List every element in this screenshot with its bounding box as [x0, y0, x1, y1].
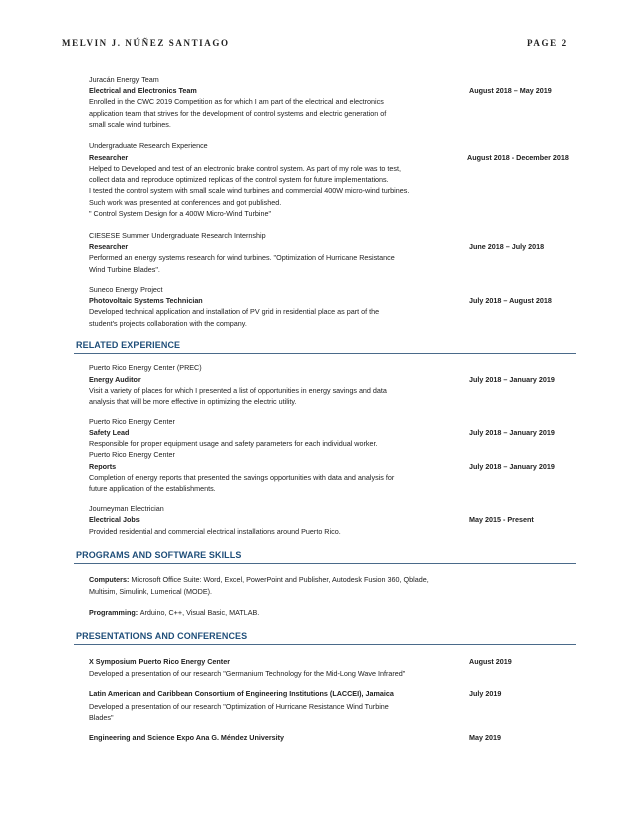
- entry-desc-line: student's projects collaboration with the company.: [89, 319, 247, 328]
- entry-desc-line: Such work was presented at conferences and got published.: [89, 198, 282, 207]
- entry-org: Journeyman Electrician: [89, 504, 164, 513]
- entry-org: Suneco Energy Project: [89, 285, 163, 294]
- entry-org: Puerto Rico Energy Center (PREC): [89, 363, 202, 372]
- section-divider: [74, 353, 576, 354]
- entry-desc-line: future application of the establishments.: [89, 484, 216, 493]
- entry-desc-line: Visit a variety of places for which I presented a list of opportunities in energy savings and data: [89, 386, 387, 395]
- entry-desc-line: Provided residential and commercial electrical installations around Puerto Rico.: [89, 527, 341, 536]
- section-title-presentations: PRESENTATIONS AND CONFERENCES: [76, 631, 248, 641]
- entry-date: May 2015 - Present: [469, 515, 534, 524]
- entry-date: August 2018 - December 2018: [467, 153, 569, 162]
- presentation-name: Latin American and Caribbean Consortium of Engineering Institutions (LACCEI), Jamaica: [89, 689, 394, 698]
- entry-date: June 2018 – July 2018: [469, 242, 545, 251]
- entry-role: Electrical and Electronics Team: [89, 86, 197, 95]
- entry-desc-line: Helped to Developed and test of an electronic brake control system. As part of my role was to test,: [89, 164, 402, 173]
- entry-date: July 2018 – January 2019: [469, 462, 555, 471]
- entry-org: CIESESE Summer Undergraduate Research Internship: [89, 231, 266, 240]
- entry-org: Puerto Rico Energy Center: [89, 417, 175, 426]
- header-page-number: PAGE 2: [527, 38, 568, 48]
- entry-date: July 2018 – August 2018: [469, 296, 552, 305]
- entry-desc-line: Developed technical application and installation of PV grid in residential place as part of the: [89, 307, 380, 316]
- entry-desc-line: collect data and reproduce optimized replicas of the control system for future implementations.: [89, 175, 389, 184]
- section-divider: [74, 563, 576, 564]
- entry-desc-line: Responsible for proper equipment usage and safety parameters for each individual worker.: [89, 439, 378, 448]
- presentation-date: May 2019: [469, 733, 501, 742]
- entry-desc-line: I tested the control system with small scale wind turbines and commercial 400W micro-wind turbines.: [89, 186, 410, 195]
- entry-desc-line: Completion of energy reports that presented the savings opportunities with data and analysis for: [89, 473, 395, 482]
- entry-desc-line: " Control System Design for a 400W Micro-Wind Turbine": [89, 209, 272, 218]
- presentation-name: Engineering and Science Expo Ana G. Méndez University: [89, 733, 285, 742]
- presentation-date: July 2019: [469, 689, 502, 698]
- entry-date: August 2018 – May 2019: [469, 86, 552, 95]
- section-title-related: RELATED EXPERIENCE: [76, 340, 181, 350]
- entry-org: Juracán Energy Team: [89, 75, 159, 84]
- presentation-name: X Symposium Puerto Rico Energy Center: [89, 657, 230, 666]
- skills-programming: [89, 608, 259, 618]
- skills-computers-text: Microsoft Office Suite: Word, Excel, PowerPoint and Publisher, Autodesk Fusion 360, Qblade,: [129, 575, 429, 584]
- skills-computers-cont: Multisim, Simulink, Lumerical (MODE).: [89, 587, 213, 596]
- entry-date: July 2018 – January 2019: [469, 428, 555, 437]
- presentation-desc-line: Developed a presentation of our research "Germanium Technology for the Mid-Long Wave Infrared": [89, 669, 406, 678]
- header-name: MELVIN J. NÚÑEZ SANTIAGO: [62, 38, 230, 48]
- skills-computers: [89, 575, 429, 585]
- entry-desc-line: Enrolled in the CWC 2019 Competition as for which I am part of the electrical and electronics: [89, 97, 384, 106]
- entry-role: Energy Auditor: [89, 375, 141, 384]
- entry-role: Reports: [89, 462, 117, 471]
- skills-computers-label: Computers:: [89, 575, 130, 584]
- section-title-skills: PROGRAMS AND SOFTWARE SKILLS: [76, 550, 242, 560]
- presentation-date: August 2019: [469, 657, 512, 666]
- presentation-desc-line: Blades": [89, 713, 114, 722]
- entry-role: Photovoltaic Systems Technician: [89, 296, 203, 305]
- presentation-desc-line: Developed a presentation of our research "Optimization of Hurricane Resistance Wind Turbine: [89, 702, 389, 711]
- entry-desc-line: Wind Turbine Blades".: [89, 265, 160, 274]
- entry-desc-line: small scale wind turbines.: [89, 120, 171, 129]
- entry-desc-line: Performed an energy systems research for wind turbines. "Optimization of Hurricane Resistance: [89, 253, 395, 262]
- entry-role: Researcher: [89, 242, 129, 251]
- skills-programming-text: Arduino, C++, Visual Basic, MATLAB.: [138, 608, 260, 617]
- entry-desc-line: analysis that will be more effective in optimizing the electric utility.: [89, 397, 297, 406]
- section-divider: [74, 644, 576, 645]
- entry-org: Puerto Rico Energy Center: [89, 450, 175, 459]
- skills-programming-label: Programming:: [89, 608, 139, 617]
- entry-role: Electrical Jobs: [89, 515, 140, 524]
- entry-role: Researcher: [89, 153, 129, 162]
- entry-date: July 2018 – January 2019: [469, 375, 555, 384]
- entry-desc-line: application team that strives for the development of control systems and electric generation of: [89, 109, 387, 118]
- entry-org: Undergraduate Research Experience: [89, 141, 208, 150]
- entry-role: Safety Lead: [89, 428, 130, 437]
